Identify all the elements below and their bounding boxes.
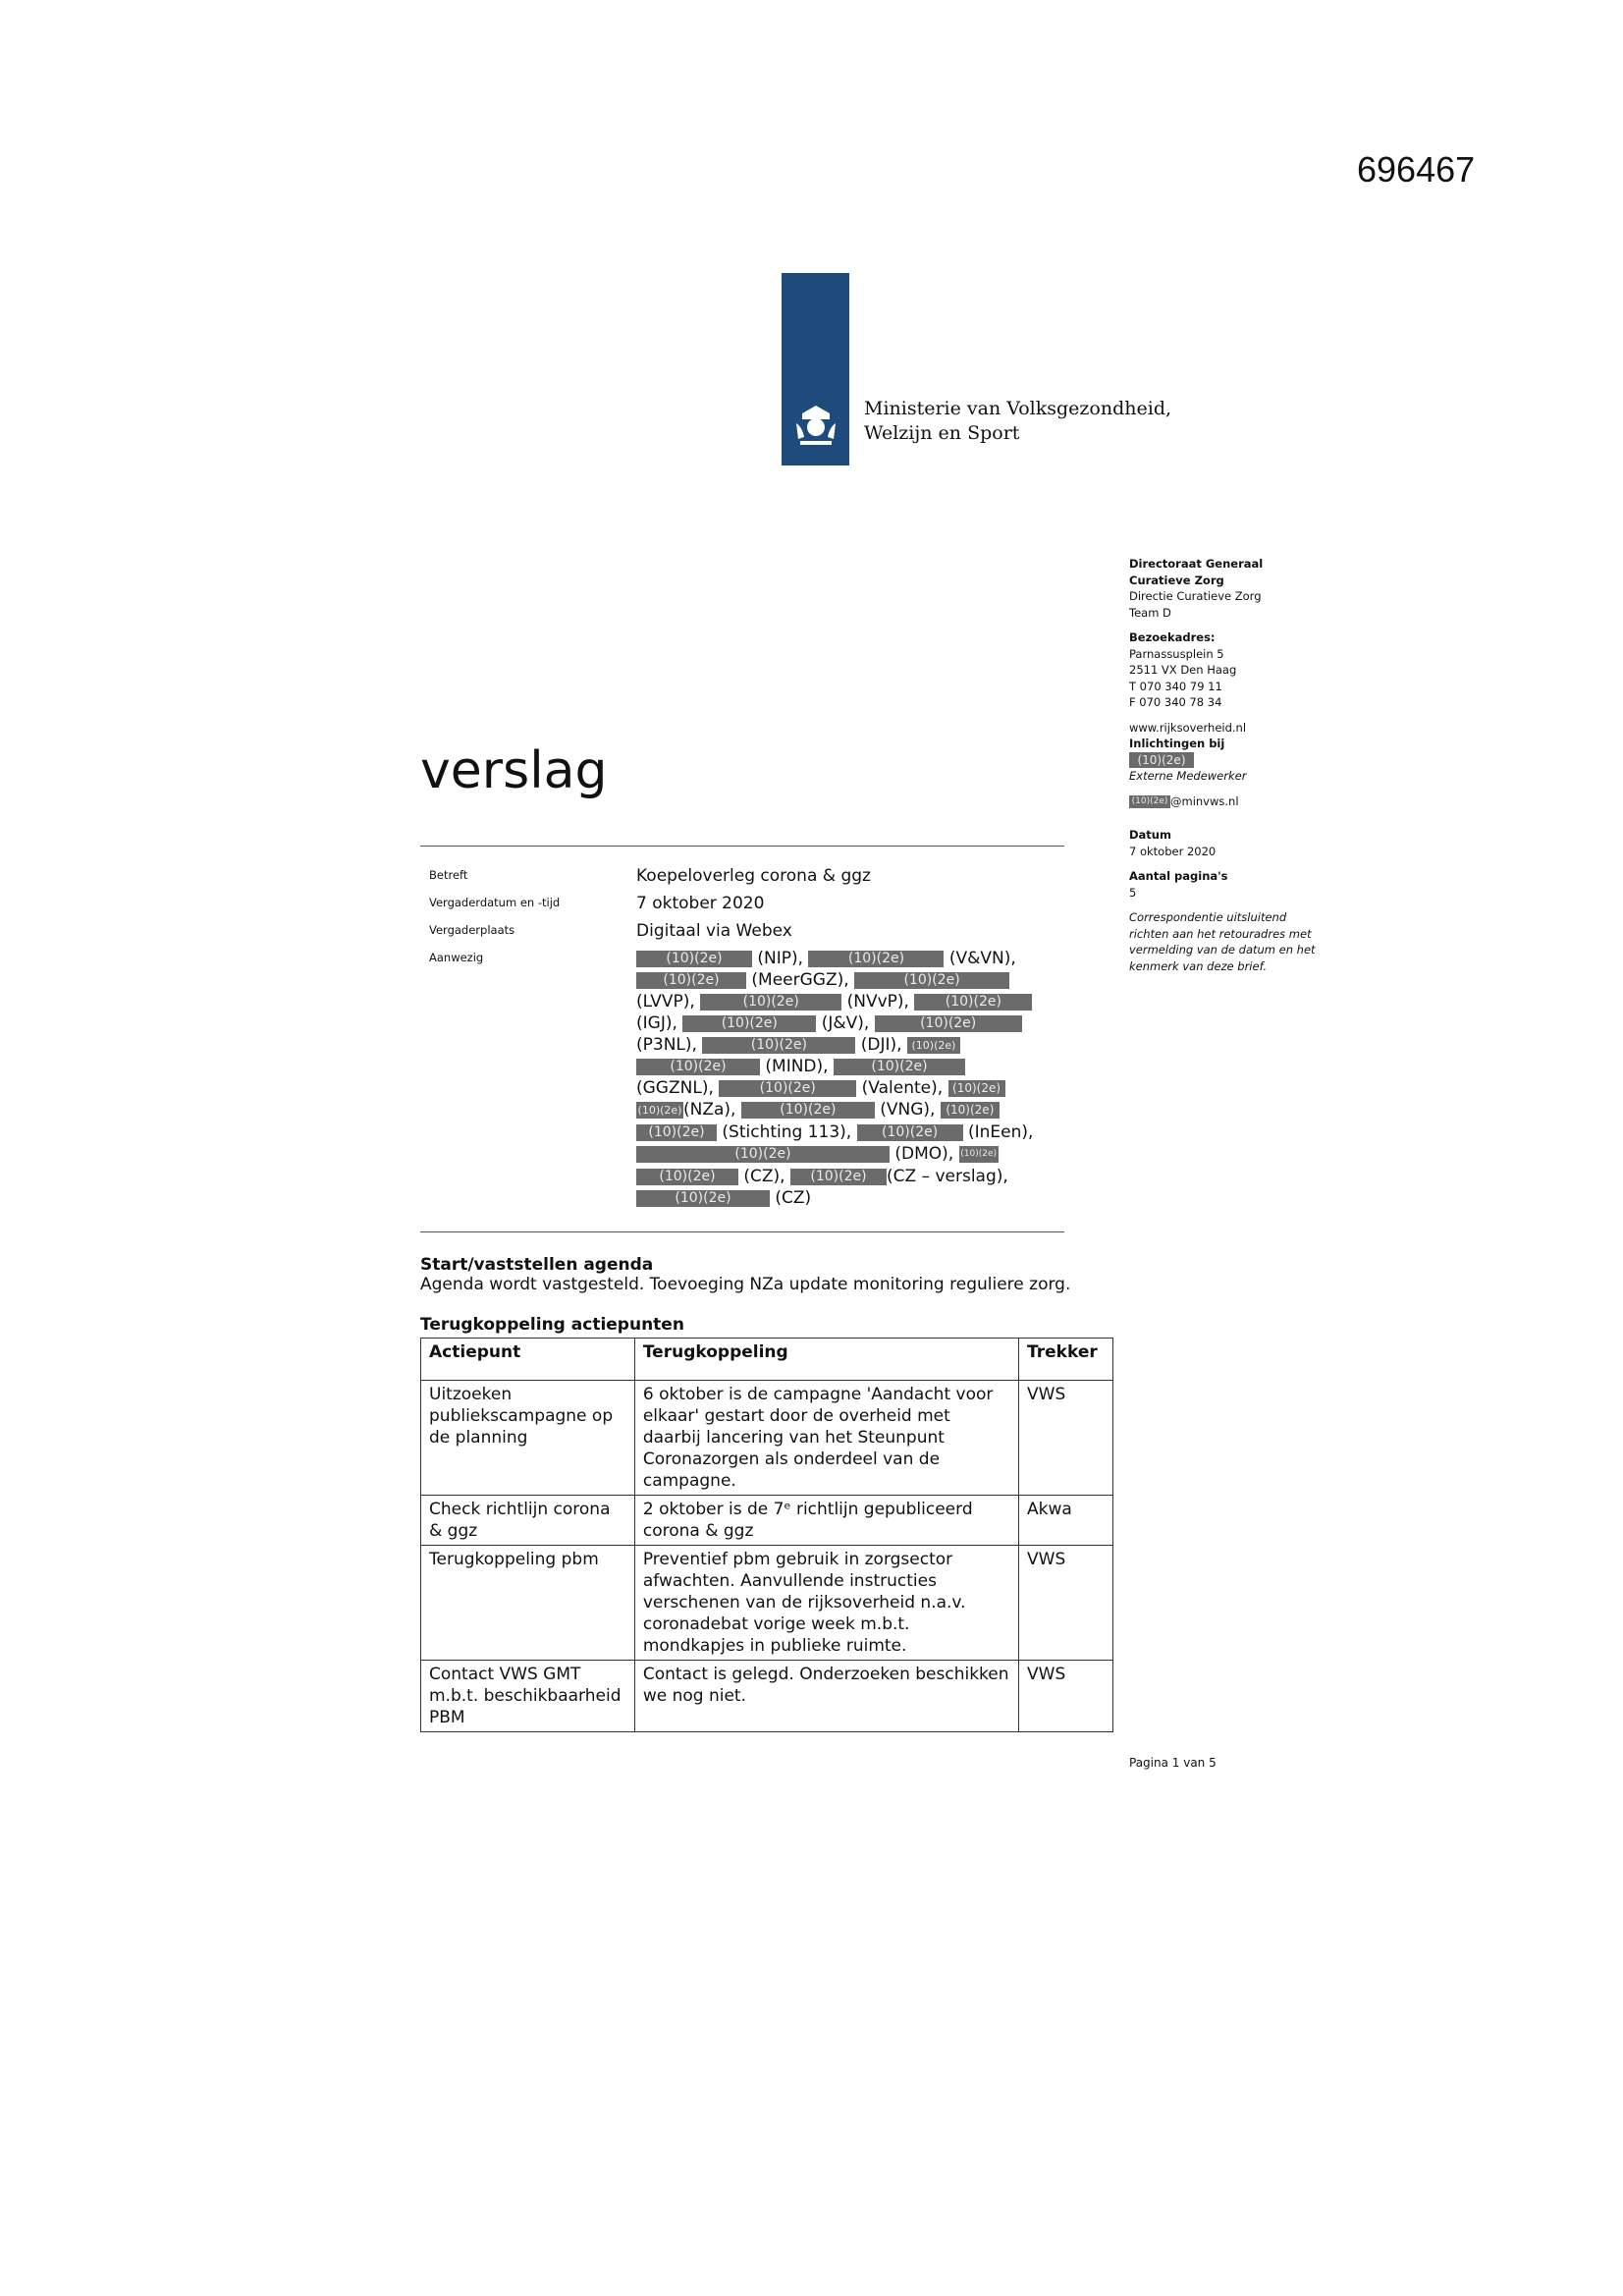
sidebar-dg2: Curatieve Zorg	[1129, 573, 1224, 587]
table-cell: 6 oktober is de campagne 'Aandacht voor elkaar' gestart door de overheid met daarbij lancering van het Steunpunt Coronazorgen als onderdeel van de campagne.	[634, 1381, 1018, 1496]
document-title: verslag	[420, 741, 608, 800]
redaction: (10)(2e)	[834, 1059, 965, 1075]
table-cell: Contact is gelegd. Onderzoeken beschikken we nog niet.	[634, 1661, 1018, 1732]
sidebar	[1129, 556, 1375, 974]
column-header: Trekker	[1019, 1339, 1113, 1381]
sidebar-email[interactable]: @minvws.nl	[1170, 793, 1239, 808]
sidebar-city: 2511 VX Den Haag	[1129, 663, 1237, 677]
attendee-org: (LVVP),	[636, 992, 695, 1011]
attendee-line	[636, 1100, 1000, 1121]
attendee-line	[636, 1057, 965, 1078]
sidebar-fax: F 070 340 78 34	[1129, 695, 1222, 709]
table-cell: Preventief pbm gebruik in zorgsector afwachten. Aanvullende instructies verschenen van de rijksoverheid n.a.v. coronadebat vorige week m.b.t. mondkapjes in publieke ruimte.	[634, 1546, 1018, 1661]
attendee-org: (CZ)	[775, 1188, 812, 1208]
redaction: (10)(2e)	[857, 1124, 963, 1141]
table-cell: Terugkoppeling pbm	[421, 1546, 635, 1661]
redaction: (10)(2e)	[1129, 752, 1194, 768]
redaction: (10)(2e)	[959, 1146, 999, 1163]
divider	[420, 846, 1064, 847]
redaction: (10)(2e)	[875, 1015, 1022, 1032]
redaction: (10)(2e)	[637, 1103, 682, 1117]
datum-label: Vergaderdatum en -tijd	[429, 896, 561, 909]
attendee-org: (Stichting 113),	[722, 1122, 852, 1142]
redaction: (10)(2e)	[854, 972, 1009, 989]
table-cell: Akwa	[1019, 1496, 1113, 1546]
sidebar-paginas-label: Aantal pagina's	[1129, 869, 1228, 883]
redaction: (10)(2e)	[636, 1190, 770, 1207]
attendee-org: (NIP),	[757, 949, 804, 968]
plaats-value: Digitaal via Webex	[636, 921, 792, 941]
redaction: (10)(2e)	[790, 1169, 887, 1185]
table-row	[421, 1496, 1113, 1546]
redaction: (10)(2e)	[636, 951, 752, 967]
attendee-org: (CZ),	[743, 1167, 785, 1186]
redaction: (10)(2e)	[948, 1080, 1005, 1097]
table-row	[421, 1546, 1113, 1661]
attendee-line	[636, 1167, 1008, 1188]
sidebar-notice: Correspondentie uitsluitend richten aan het retouradres met vermelding van de datum en het kenmerk van deze brief.	[1129, 910, 1316, 973]
attendee-org: (DJI),	[860, 1035, 902, 1055]
column-header: Actiepunt	[421, 1339, 635, 1381]
divider	[420, 1231, 1064, 1232]
attendee-org: (Valente),	[861, 1078, 944, 1098]
sidebar-team: Team D	[1129, 605, 1171, 620]
sidebar-street: Parnassusplein 5	[1129, 646, 1224, 661]
attendee-org: (IGJ),	[636, 1013, 677, 1033]
table-row	[421, 1381, 1113, 1496]
redaction: (10)(2e)	[636, 1169, 738, 1185]
redaction: (10)(2e)	[636, 972, 746, 989]
attendee-line	[636, 992, 1032, 1013]
crest-icon	[788, 398, 843, 453]
sidebar-phone: T 070 340 79 11	[1129, 679, 1222, 693]
attendee-org: (CZ – verslag),	[887, 1167, 1008, 1186]
attendee-org: (J&V),	[821, 1013, 870, 1033]
actiepunten-table	[420, 1338, 1113, 1732]
redaction: (10)(2e)	[636, 1146, 890, 1163]
attendee-line	[636, 1122, 1033, 1144]
sidebar-paginas: 5	[1129, 885, 1137, 900]
redaction: (10)(2e)	[636, 1124, 717, 1141]
sidebar-bezoekadres-label: Bezoekadres:	[1129, 630, 1216, 644]
redaction: (10)(2e)	[741, 1102, 875, 1119]
sidebar-dg: Directoraat Generaal	[1129, 557, 1264, 571]
plaats-label: Vergaderplaats	[429, 923, 515, 937]
ministry-line-1: Ministerie van Volksgezondheid,	[864, 398, 1172, 419]
table-cell: Check richtlijn corona & ggz	[421, 1496, 635, 1546]
attendee-org: (MeerGGZ),	[751, 970, 849, 990]
redaction: (10)(2e)	[719, 1080, 856, 1097]
attendee-org: (NVvP),	[846, 992, 909, 1011]
redaction: (10)(2e)	[907, 1037, 960, 1054]
document-number: 696467	[1357, 149, 1476, 190]
redaction: (10)(2e)	[914, 994, 1032, 1011]
table-cell: Uitzoeken publiekscampagne op de planning	[421, 1381, 635, 1496]
attendee-org: (InEen),	[968, 1122, 1034, 1142]
attendee-line	[636, 1013, 1022, 1035]
table-cell: 2 oktober is de 7ᵉ richtlijn gepubliceerd corona & ggz	[634, 1496, 1018, 1546]
attendee-org: (MIND),	[765, 1057, 829, 1076]
redaction: (10)(2e)	[941, 1102, 1000, 1119]
redaction: (10)(2e)	[636, 1059, 760, 1075]
redaction: (10)(2e)	[700, 994, 841, 1011]
page-footer: Pagina 1 van 5	[1129, 1756, 1217, 1770]
redaction: (10)(2e)	[682, 1015, 816, 1032]
aanwezig-label: Aanwezig	[429, 951, 484, 964]
attendee-line	[636, 1188, 811, 1210]
sidebar-website[interactable]: www.rijksoverheid.nl	[1129, 720, 1247, 735]
redaction: (10)(2e)	[1129, 795, 1170, 808]
betreft-value: Koepeloverleg corona & ggz	[636, 866, 871, 886]
table-header-row	[421, 1339, 1113, 1381]
sidebar-directie: Directie Curatieve Zorg	[1129, 589, 1262, 603]
attendee-org: (GGZNL),	[636, 1078, 714, 1098]
sidebar-inlichtingen-label: Inlichtingen bij	[1129, 737, 1225, 750]
attendee-line	[636, 970, 1009, 992]
section-heading: Start/vaststellen agenda	[420, 1255, 654, 1275]
column-header: Terugkoppeling	[634, 1339, 1018, 1381]
attendee-line	[636, 949, 1016, 970]
redaction: (10)(2e)	[702, 1037, 855, 1054]
table-cell: VWS	[1019, 1661, 1113, 1732]
sidebar-role: Externe Medewerker	[1129, 769, 1247, 783]
ministry-name	[864, 397, 1171, 446]
attendee-org: (VNG),	[880, 1100, 936, 1120]
attendee-line	[636, 1035, 960, 1057]
datum-value: 7 oktober 2020	[636, 894, 765, 913]
attendee-line	[636, 1078, 1005, 1100]
table-row	[421, 1661, 1113, 1732]
ministry-line-2: Welzijn en Sport	[864, 422, 1020, 444]
sidebar-datum-label: Datum	[1129, 828, 1171, 842]
attendee-org: (V&VN),	[948, 949, 1016, 968]
betreft-label: Betreft	[429, 868, 468, 882]
section-heading: Terugkoppeling actiepunten	[420, 1315, 684, 1335]
sidebar-datum: 7 oktober 2020	[1129, 844, 1217, 858]
table-cell: VWS	[1019, 1381, 1113, 1496]
attendee-org: (DMO),	[894, 1144, 954, 1164]
attendee-line	[636, 1144, 999, 1166]
attendee-org: (NZa),	[683, 1100, 736, 1120]
table-cell: VWS	[1019, 1546, 1113, 1661]
attendee-org: (P3NL),	[636, 1035, 697, 1055]
section-text: Agenda wordt vastgesteld. Toevoeging NZa update monitoring reguliere zorg.	[420, 1275, 1071, 1294]
redaction: (10)(2e)	[808, 951, 944, 967]
table-cell: Contact VWS GMT m.b.t. beschikbaarheid PBM	[421, 1661, 635, 1732]
